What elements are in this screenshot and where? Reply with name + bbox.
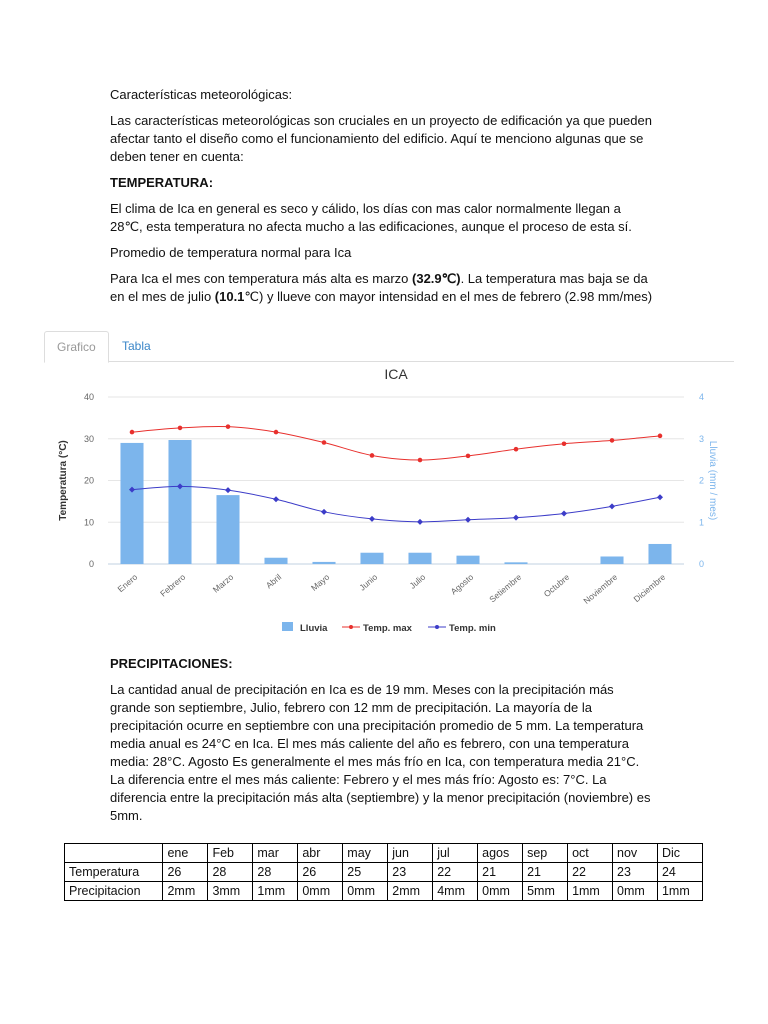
table-cell: jun xyxy=(388,844,433,863)
table-cell: abr xyxy=(298,844,343,863)
bar-lluvia xyxy=(264,558,287,564)
table-cell: 5mm xyxy=(523,882,568,901)
bar-lluvia xyxy=(312,562,335,564)
table-cell: 0mm xyxy=(343,882,388,901)
x-tick-label: Setiembre xyxy=(487,571,524,605)
table-cell: 0mm xyxy=(478,882,523,901)
point-temp-max xyxy=(178,426,183,431)
table-cell: Temperatura xyxy=(65,863,163,882)
climate-paragraph: El clima de Ica en general es seco y cálido, los días con mas calor normalmente llegan a 28℃, esta temperatura no afecta mucho a las edificaciones, aunque el proceso de esta sí. xyxy=(110,201,632,234)
table-cell: 26 xyxy=(163,863,208,882)
point-temp-max xyxy=(562,441,567,446)
precipitation-paragraph: La cantidad anual de precipitación en Ica es de 19 mm. Meses con la precipitación más grande son septiembre, Julio, febrero con 12 mm de precipitación. La mayoría de la precipitación ocurre en septiembre con una precipitación promedio de 5 mm. La temperatura media anual es 24°C en Ica. El mes más caliente del año es febrero, con una temperatura media: 28°C. Agosto Es generalmente el mes más frío en Ica, con temperatura media 21°C. La diferencia entre el mes más caliente: Febrero y el mes más frío: Agosto es: 7°C. La diferencia entre la precipitación más alta (septiembre) y la menor precipitación (noviembre) es 5mm. xyxy=(110,682,651,823)
line-temp-max xyxy=(132,426,660,460)
tab-tabla[interactable]: Tabla xyxy=(122,339,151,353)
table-cell: 23 xyxy=(613,863,658,882)
bar-lluvia xyxy=(168,440,191,564)
bar-lluvia xyxy=(216,495,239,564)
chart-tabs xyxy=(44,327,734,362)
x-tick-label: Enero xyxy=(115,571,140,595)
table-cell: 2mm xyxy=(388,882,433,901)
table-cell: 21 xyxy=(523,863,568,882)
climate-chart xyxy=(44,361,734,647)
bar-lluvia xyxy=(648,544,671,564)
intro-paragraph: Las características meteorológicas son cruciales en un proyecto de edificación ya que pueden afectar tanto el diseño como el funcionamiento del edificio. Aquí te menciono algunas que se deben tener en cuenta: xyxy=(110,113,652,164)
temperature-title: TEMPERATURA: xyxy=(110,175,214,190)
table-cell: agos xyxy=(478,844,523,863)
y-tick-left: 40 xyxy=(83,392,94,402)
table-header-row xyxy=(65,844,703,863)
table-cell: sep xyxy=(523,844,568,863)
table-cell: nov xyxy=(613,844,658,863)
y-tick-right: 0 xyxy=(699,559,705,569)
point-temp-min xyxy=(225,487,231,493)
y-tick-right: 4 xyxy=(699,392,705,402)
table-cell: jul xyxy=(433,844,478,863)
point-temp-max xyxy=(466,454,471,459)
y-axis-title-right: Lluvia (mm / mes) xyxy=(707,440,718,521)
x-tick-label: Mayo xyxy=(308,571,332,593)
y-tick-left: 20 xyxy=(83,475,94,486)
point-temp-min xyxy=(321,509,327,515)
table-cell: 25 xyxy=(343,863,388,882)
table-cell: 0mm xyxy=(298,882,343,901)
bar-lluvia xyxy=(360,553,383,564)
table-cell: ene xyxy=(163,844,208,863)
x-tick-label: Diciembre xyxy=(631,571,668,605)
extremes-paragraph: Para Ica el mes con temperatura más alta es marzo (32.9℃). La temperatura mas baja se da en el mes de julio (10.1℃) y llueve con mayor intensidad en el mes de febrero (2.98 mm/mes) xyxy=(110,271,653,304)
x-tick-label: Febrero xyxy=(158,571,188,599)
y-tick-left: 0 xyxy=(88,559,94,569)
climate-chart-widget xyxy=(44,327,734,647)
legend-marker xyxy=(349,625,353,629)
table-cell: Precipitacion xyxy=(65,882,163,901)
precipitation-title: PRECIPITACIONES: xyxy=(110,656,233,671)
legend-label: Temp. min xyxy=(449,623,496,634)
table-cell: 4mm xyxy=(433,882,478,901)
x-tick-label: Abril xyxy=(263,571,284,591)
point-temp-min xyxy=(657,494,663,500)
point-temp-min xyxy=(609,503,615,509)
legend-label: Lluvia xyxy=(300,623,328,634)
average-temperature-caption: Promedio de temperatura normal para Ica xyxy=(110,245,352,260)
document-body xyxy=(110,86,655,314)
climate-table xyxy=(64,843,703,901)
table-cell: Dic xyxy=(657,844,702,863)
point-temp-min xyxy=(561,510,567,516)
table-cell xyxy=(65,844,163,863)
table-cell: 3mm xyxy=(208,882,253,901)
point-temp-max xyxy=(658,434,663,439)
x-tick-label: Agosto xyxy=(448,571,476,597)
bar-lluvia xyxy=(456,556,479,564)
point-temp-max xyxy=(610,438,615,443)
y-tick-right: 1 xyxy=(699,517,705,528)
table-cell: 22 xyxy=(568,863,613,882)
table-cell: 26 xyxy=(298,863,343,882)
y-tick-left: 30 xyxy=(83,433,94,444)
chart-title: ICA xyxy=(384,366,408,382)
table-row xyxy=(65,863,703,882)
point-temp-max xyxy=(418,458,423,463)
point-temp-max xyxy=(514,447,519,452)
y-tick-right: 2 xyxy=(699,475,705,486)
x-tick-label: Octubre xyxy=(541,571,572,599)
table-cell: may xyxy=(343,844,388,863)
table-cell: oct xyxy=(568,844,613,863)
table-cell: 23 xyxy=(388,863,433,882)
table-cell: 21 xyxy=(478,863,523,882)
table-cell: 1mm xyxy=(657,882,702,901)
bar-lluvia xyxy=(408,553,431,564)
table-cell: 22 xyxy=(433,863,478,882)
table-cell: 28 xyxy=(208,863,253,882)
point-temp-max xyxy=(226,424,231,429)
table-cell: 28 xyxy=(253,863,298,882)
x-tick-label: Julio xyxy=(407,571,428,591)
line-temp-min xyxy=(132,486,660,521)
point-temp-max xyxy=(274,430,279,435)
bar-lluvia xyxy=(120,443,143,564)
table-cell: 0mm xyxy=(613,882,658,901)
tab-grafico[interactable]: Grafico xyxy=(44,331,109,363)
point-temp-max xyxy=(322,440,327,445)
bar-lluvia xyxy=(504,562,527,564)
point-temp-max xyxy=(130,430,135,435)
x-tick-label: Noviembre xyxy=(581,571,620,606)
point-temp-min xyxy=(273,496,279,502)
legend-label: Temp. max xyxy=(363,623,412,634)
table-cell: 24 xyxy=(657,863,702,882)
precipitation-section xyxy=(110,655,655,833)
legend-swatch xyxy=(282,622,293,631)
x-tick-label: Junio xyxy=(357,571,380,593)
bar-lluvia xyxy=(600,556,623,564)
y-tick-right: 3 xyxy=(699,433,705,444)
point-temp-min xyxy=(417,519,423,525)
point-temp-min xyxy=(513,515,519,521)
section-heading: Características meteorológicas: xyxy=(110,87,293,102)
x-tick-label: Marzo xyxy=(210,571,236,595)
legend-marker xyxy=(435,625,439,629)
table-cell: Feb xyxy=(208,844,253,863)
table-cell: 2mm xyxy=(163,882,208,901)
table-cell: mar xyxy=(253,844,298,863)
point-temp-min xyxy=(369,516,375,522)
y-tick-left: 10 xyxy=(83,517,94,528)
y-axis-title-left: Temperatura (°C) xyxy=(58,440,69,521)
table-cell: 1mm xyxy=(253,882,298,901)
point-temp-max xyxy=(370,453,375,458)
table-row xyxy=(65,882,703,901)
table-cell: 1mm xyxy=(568,882,613,901)
